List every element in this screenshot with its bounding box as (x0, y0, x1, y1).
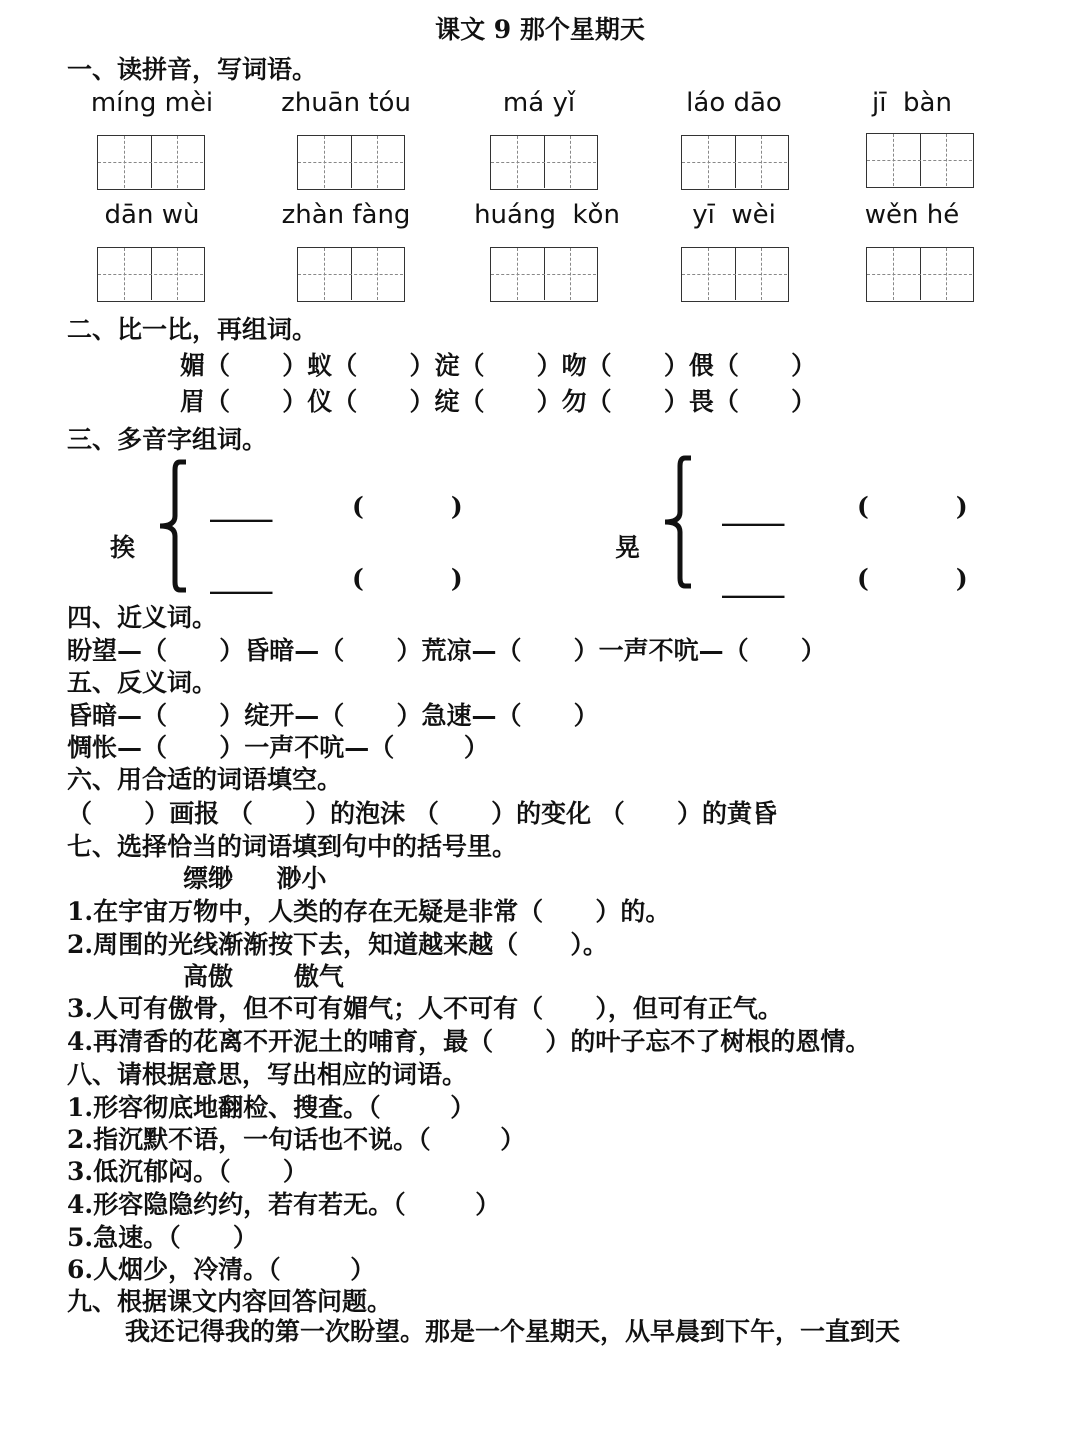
pinyin-2-1: dān wù (104, 200, 200, 230)
right-brace (655, 454, 700, 590)
pinyin-1-5: jī bàn (872, 88, 952, 118)
word-choices-2: 高傲 傲气 (183, 962, 344, 991)
writing-box[interactable] (97, 135, 205, 190)
writing-box[interactable] (97, 247, 205, 302)
polyphone-char-left: 挨 (110, 533, 136, 562)
section-4-header: 四、近义词。 (67, 603, 218, 632)
compare-line-1: 媚（ ）蚁（ ）淀（ ）吻（ ）偎（ ） (180, 351, 817, 380)
synonym-line: 盼望—（ ）昏暗—（ ）荒凉—（ ）一声不吭—（ ） (67, 636, 826, 665)
answer-paren[interactable]: ( ) (857, 564, 968, 593)
pinyin-1-3: má yǐ (502, 88, 576, 118)
writing-box[interactable] (490, 247, 598, 302)
section-8-header: 八、请根据意思，写出相应的词语。 (67, 1060, 468, 1089)
antonym-line-1: 昏暗—（ ）绽开—（ ）急速—（ ） (67, 701, 599, 730)
writing-box[interactable] (866, 247, 974, 302)
writing-box[interactable] (297, 135, 405, 190)
word-choices-1: 缥缈 渺小 (183, 864, 327, 893)
blank-line[interactable]: _____ (210, 493, 273, 522)
question-3: 3.人可有傲骨，但不可有媚气；人不可有（ ），但可有正气。 (67, 994, 783, 1023)
definition-item: 2.指沉默不语，一句话也不说。（ ） (67, 1125, 526, 1154)
section-9-header: 九、根据课文内容回答问题。 (67, 1287, 393, 1316)
pinyin-2-3: huáng kǒn (474, 200, 620, 230)
question-4: 4.再清香的花离不开泥土的哺育，最（ ）的叶子忘不了树根的恩情。 (67, 1027, 871, 1056)
writing-box[interactable] (490, 135, 598, 190)
section-3-header: 三、多音字组词。 (67, 425, 268, 454)
writing-box[interactable] (681, 247, 789, 302)
definition-item: 6.人烟少，冷清。（ ） (67, 1255, 376, 1284)
blank-line[interactable]: _____ (210, 565, 273, 594)
left-brace (150, 458, 195, 594)
writing-box[interactable] (681, 135, 789, 190)
answer-paren[interactable]: ( ) (352, 564, 463, 593)
answer-paren[interactable]: ( ) (857, 492, 968, 521)
reading-passage: 我还记得我的第一次盼望。那是一个星期天，从早晨到下午，一直到天 (125, 1317, 901, 1346)
section-6-header: 六、用合适的词语填空。 (67, 765, 343, 794)
pinyin-1-1: míng mèi (90, 88, 214, 118)
blank-line[interactable]: _____ (722, 569, 785, 598)
antonym-line-2: 惆怅—（ ）一声不吭—（ ） (67, 733, 489, 762)
fill-line: （ ）画报 （ ）的泡沫 （ ）的变化 （ ）的黄昏 (67, 799, 777, 828)
question-1: 1.在宇宙万物中，人类的存在无疑是非常（ ）的。 (67, 897, 671, 926)
pinyin-1-2: zhuān tóu (281, 88, 411, 118)
pinyin-2-5: wěn hé (864, 200, 960, 230)
section-5-header: 五、反义词。 (67, 668, 218, 697)
pinyin-1-4: láo dāo (686, 88, 782, 118)
definition-item: 3.低沉郁闷。（ ） (67, 1157, 308, 1186)
definition-item: 1.形容彻底地翻检、搜查。（ ） (67, 1093, 476, 1122)
section-2-header: 二、比一比，再组词。 (67, 315, 318, 344)
page-title: 课文 9 那个星期天 (435, 15, 645, 44)
definition-item: 5.急速。（ ） (67, 1223, 258, 1252)
compare-line-2: 眉（ ）仪（ ）绽（ ）勿（ ）畏（ ） (180, 387, 817, 416)
pinyin-2-4: yī wèi (692, 200, 776, 230)
blank-line[interactable]: _____ (722, 497, 785, 526)
pinyin-2-2: zhàn fàng (281, 200, 411, 230)
section-7-header: 七、选择恰当的词语填到句中的括号里。 (67, 832, 518, 861)
writing-box[interactable] (866, 133, 974, 188)
answer-paren[interactable]: ( ) (352, 492, 463, 521)
question-2: 2.周围的光线渐渐按下去，知道越来越（ ）。 (67, 930, 608, 959)
definition-item: 4.形容隐隐约约，若有若无。（ ） (67, 1190, 501, 1219)
section-1-header: 一、读拼音，写词语。 (67, 55, 318, 84)
writing-box[interactable] (297, 247, 405, 302)
polyphone-char-right: 晃 (615, 533, 641, 562)
